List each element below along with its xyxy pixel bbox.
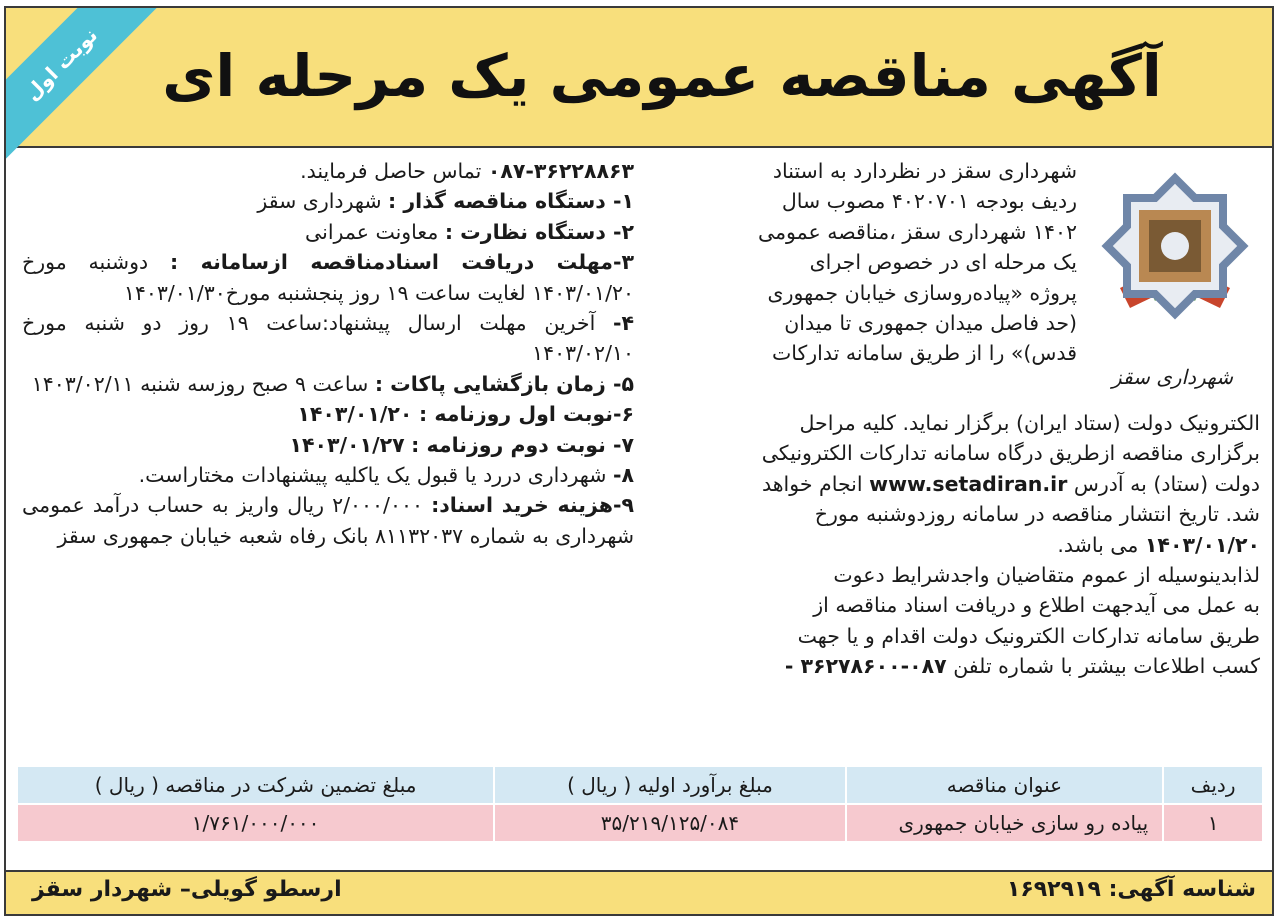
website-link[interactable]: www.setadiran.ir xyxy=(869,471,1068,496)
intro-line-9: برگزاری مناقصه ازطریق درگاه سامانه تدارکات الکترونیکی xyxy=(761,441,1260,466)
logo-caption: شهرداری سقز xyxy=(1111,365,1234,390)
table-cell-title: پیاده رو سازی خیابان جمهوری xyxy=(846,804,1163,842)
invite-line-3: طریق سامانه تدارکات الکترونیک دولت اقدام و یا جهت xyxy=(797,623,1260,648)
detail-item-5 xyxy=(22,369,634,399)
detail-item-4-value: آخرین مهلت ارسال پیشنهاد:ساعت ۱۹ روز دو شنبه مورخ ۱۴۰۳/۰۲/۱۰ xyxy=(22,311,634,366)
detail-item-7 xyxy=(22,430,634,460)
contact-phone-number: ۰۸۷-۳۶۲۲۸۸۶۳ xyxy=(487,159,634,183)
signature: ارسطو گویلی– شهردار سقز xyxy=(32,877,342,902)
detail-item-8-value: شهرداری دررد یا قبول یک یاکلیه پیشنهادات مختاراست. xyxy=(138,463,607,488)
detail-item-3 xyxy=(22,247,634,308)
contact-line xyxy=(22,156,634,186)
detail-item-9 xyxy=(22,490,634,551)
detail-item-8-label: ۸- xyxy=(612,463,634,488)
invite-phone-text: کسب اطلاعات بیشتر با شماره تلفن xyxy=(953,654,1260,679)
intro-address-text: دولت (ستاد) به آدرس xyxy=(1073,471,1260,496)
detail-item-3-label: ۳-مهلت دریافت اسنادمناقصه ازسامانه : xyxy=(169,250,634,275)
detail-item-1-label: ۱- دستگاه مناقصه گذار : xyxy=(388,189,634,214)
intro-line-3: ۱۴۰۲ شهرداری سقز ،مناقصه عمومی xyxy=(757,219,1077,244)
table-header-row xyxy=(17,766,1263,804)
detail-item-9-label: ۹-هزینه خرید اسناد: xyxy=(431,493,634,518)
invite-line-2: به عمل می آیدجهت اطلاع و دریافت اسناد مناقصه از xyxy=(813,593,1260,618)
invite-line-1: لذابدینوسیله از عموم متقاضیان واجدشرایط دعوت xyxy=(833,563,1260,588)
page-title: آگهی مناقصه عمومی یک مرحله ای xyxy=(162,42,1162,110)
table-header-cell: مبلغ برآورد اولیه ( ریال ) xyxy=(494,766,845,804)
table-header-cell: مبلغ تضمین شرکت در مناقصه ( ریال ) xyxy=(17,766,494,804)
edition-ribbon-label: نوبت اول xyxy=(19,22,103,106)
ad-id-value: ۱۶۹۲۹۱۹ xyxy=(1006,877,1101,902)
intro-line-1: شهرداری سقز در نظردارد به استناد xyxy=(772,159,1077,183)
invite-phone-number: ۰۸۷-۳۶۲۷۸۶۰۰ - xyxy=(784,654,947,679)
detail-item-7-value: ۱۴۰۳/۰۱/۲۷ xyxy=(289,432,405,457)
intro-line-10 xyxy=(660,469,1260,499)
invite-line-4 xyxy=(660,651,1260,681)
detail-item-4-label: ۴- xyxy=(612,311,634,336)
detail-item-2-value: معاونت عمرانی xyxy=(305,219,439,244)
intro-line-11: شد. تاریخ انتشار مناقصه در سامانه روزدوشنبه مورخ xyxy=(814,502,1260,527)
detail-item-6-value: ۱۴۰۳/۰۱/۲۰ xyxy=(297,402,413,427)
table-cell-row-number: ۱ xyxy=(1163,804,1263,842)
table-row xyxy=(17,804,1263,842)
detail-item-2 xyxy=(22,217,634,247)
detail-item-6 xyxy=(22,399,634,429)
table-cell-guarantee: ۱/۷۶۱/۰۰۰/۰۰۰ xyxy=(17,804,494,842)
intro-column xyxy=(660,156,1260,682)
intro-line-6: (حد فاصل میدان جمهوری تا میدان xyxy=(784,311,1077,336)
intro-line-12 xyxy=(660,530,1260,560)
detail-item-7-label: ۷- نوبت دوم روزنامه : xyxy=(411,432,634,457)
municipality-seal-icon xyxy=(1090,156,1260,356)
detail-item-8 xyxy=(22,460,634,490)
tender-table xyxy=(16,765,1264,843)
table-header-cell: عنوان مناقصه xyxy=(846,766,1163,804)
table-cell-estimate: ۳۵/۲۱۹/۱۲۵/۰۸۴ xyxy=(494,804,845,842)
advertisement-frame xyxy=(4,6,1274,916)
intro-line-2: ردیف بودجه ۴۰۲۰۷۰۱ مصوب سال xyxy=(781,189,1077,214)
detail-item-4 xyxy=(22,308,634,369)
detail-item-9-value: ۲/۰۰۰/۰۰۰ ریال واریز به حساب درآمد عمومی شهرداری به شماره ۸۱۱۳۲۰۳۷ بانک رفاه شعبه خیابان جمهوری سقز xyxy=(22,493,634,548)
detail-item-2-label: ۲- دستگاه نظارت : xyxy=(444,219,634,244)
intro-line-5: پروژه «پیاده‌روسازی خیابان جمهوری xyxy=(767,280,1077,305)
details-column xyxy=(22,156,634,551)
detail-item-5-value: ساعت ۹ صبح روزسه شنبه ۱۴۰۳/۰۲/۱۱ xyxy=(31,371,369,396)
publish-date: ۱۴۰۳/۰۱/۲۰ xyxy=(1144,532,1260,557)
logo-block xyxy=(1085,156,1260,408)
header-banner xyxy=(6,8,1272,148)
detail-item-6-label: ۶-نوبت اول روزنامه : xyxy=(418,402,634,427)
intro-line-8: الکترونیک دولت (ستاد ایران) برگزار نماید. کلیه مراحل xyxy=(799,411,1260,435)
edition-ribbon xyxy=(4,6,162,165)
detail-item-1 xyxy=(22,186,634,216)
detail-item-3-value: دوشنبه مورخ ۱۴۰۳/۰۱/۲۰ لغایت ساعت ۱۹ روز پنجشنبه مورخ۱۴۰۳/۰۱/۳۰ xyxy=(22,250,634,305)
table-header-cell: ردیف xyxy=(1163,766,1263,804)
detail-item-1-value: شهرداری سقز xyxy=(257,189,382,214)
intro-line-7: قدس)» را از طریق سامانه تدارکات xyxy=(771,341,1077,366)
intro-will-be-done: انجام خواهد xyxy=(761,471,863,496)
detail-item-5-label: ۵- زمان بازگشایی پاکات : xyxy=(374,371,634,396)
ad-id-label: شناسه آگهی: xyxy=(1108,877,1256,902)
footer-banner xyxy=(6,870,1272,914)
ad-id xyxy=(1007,877,1256,902)
intro-end-text: می باشد. xyxy=(1057,532,1139,557)
contact-phone-text: تماس حاصل فرمایند. xyxy=(300,159,482,183)
intro-line-4: یک مرحله ای در خصوص اجرای xyxy=(809,250,1077,275)
